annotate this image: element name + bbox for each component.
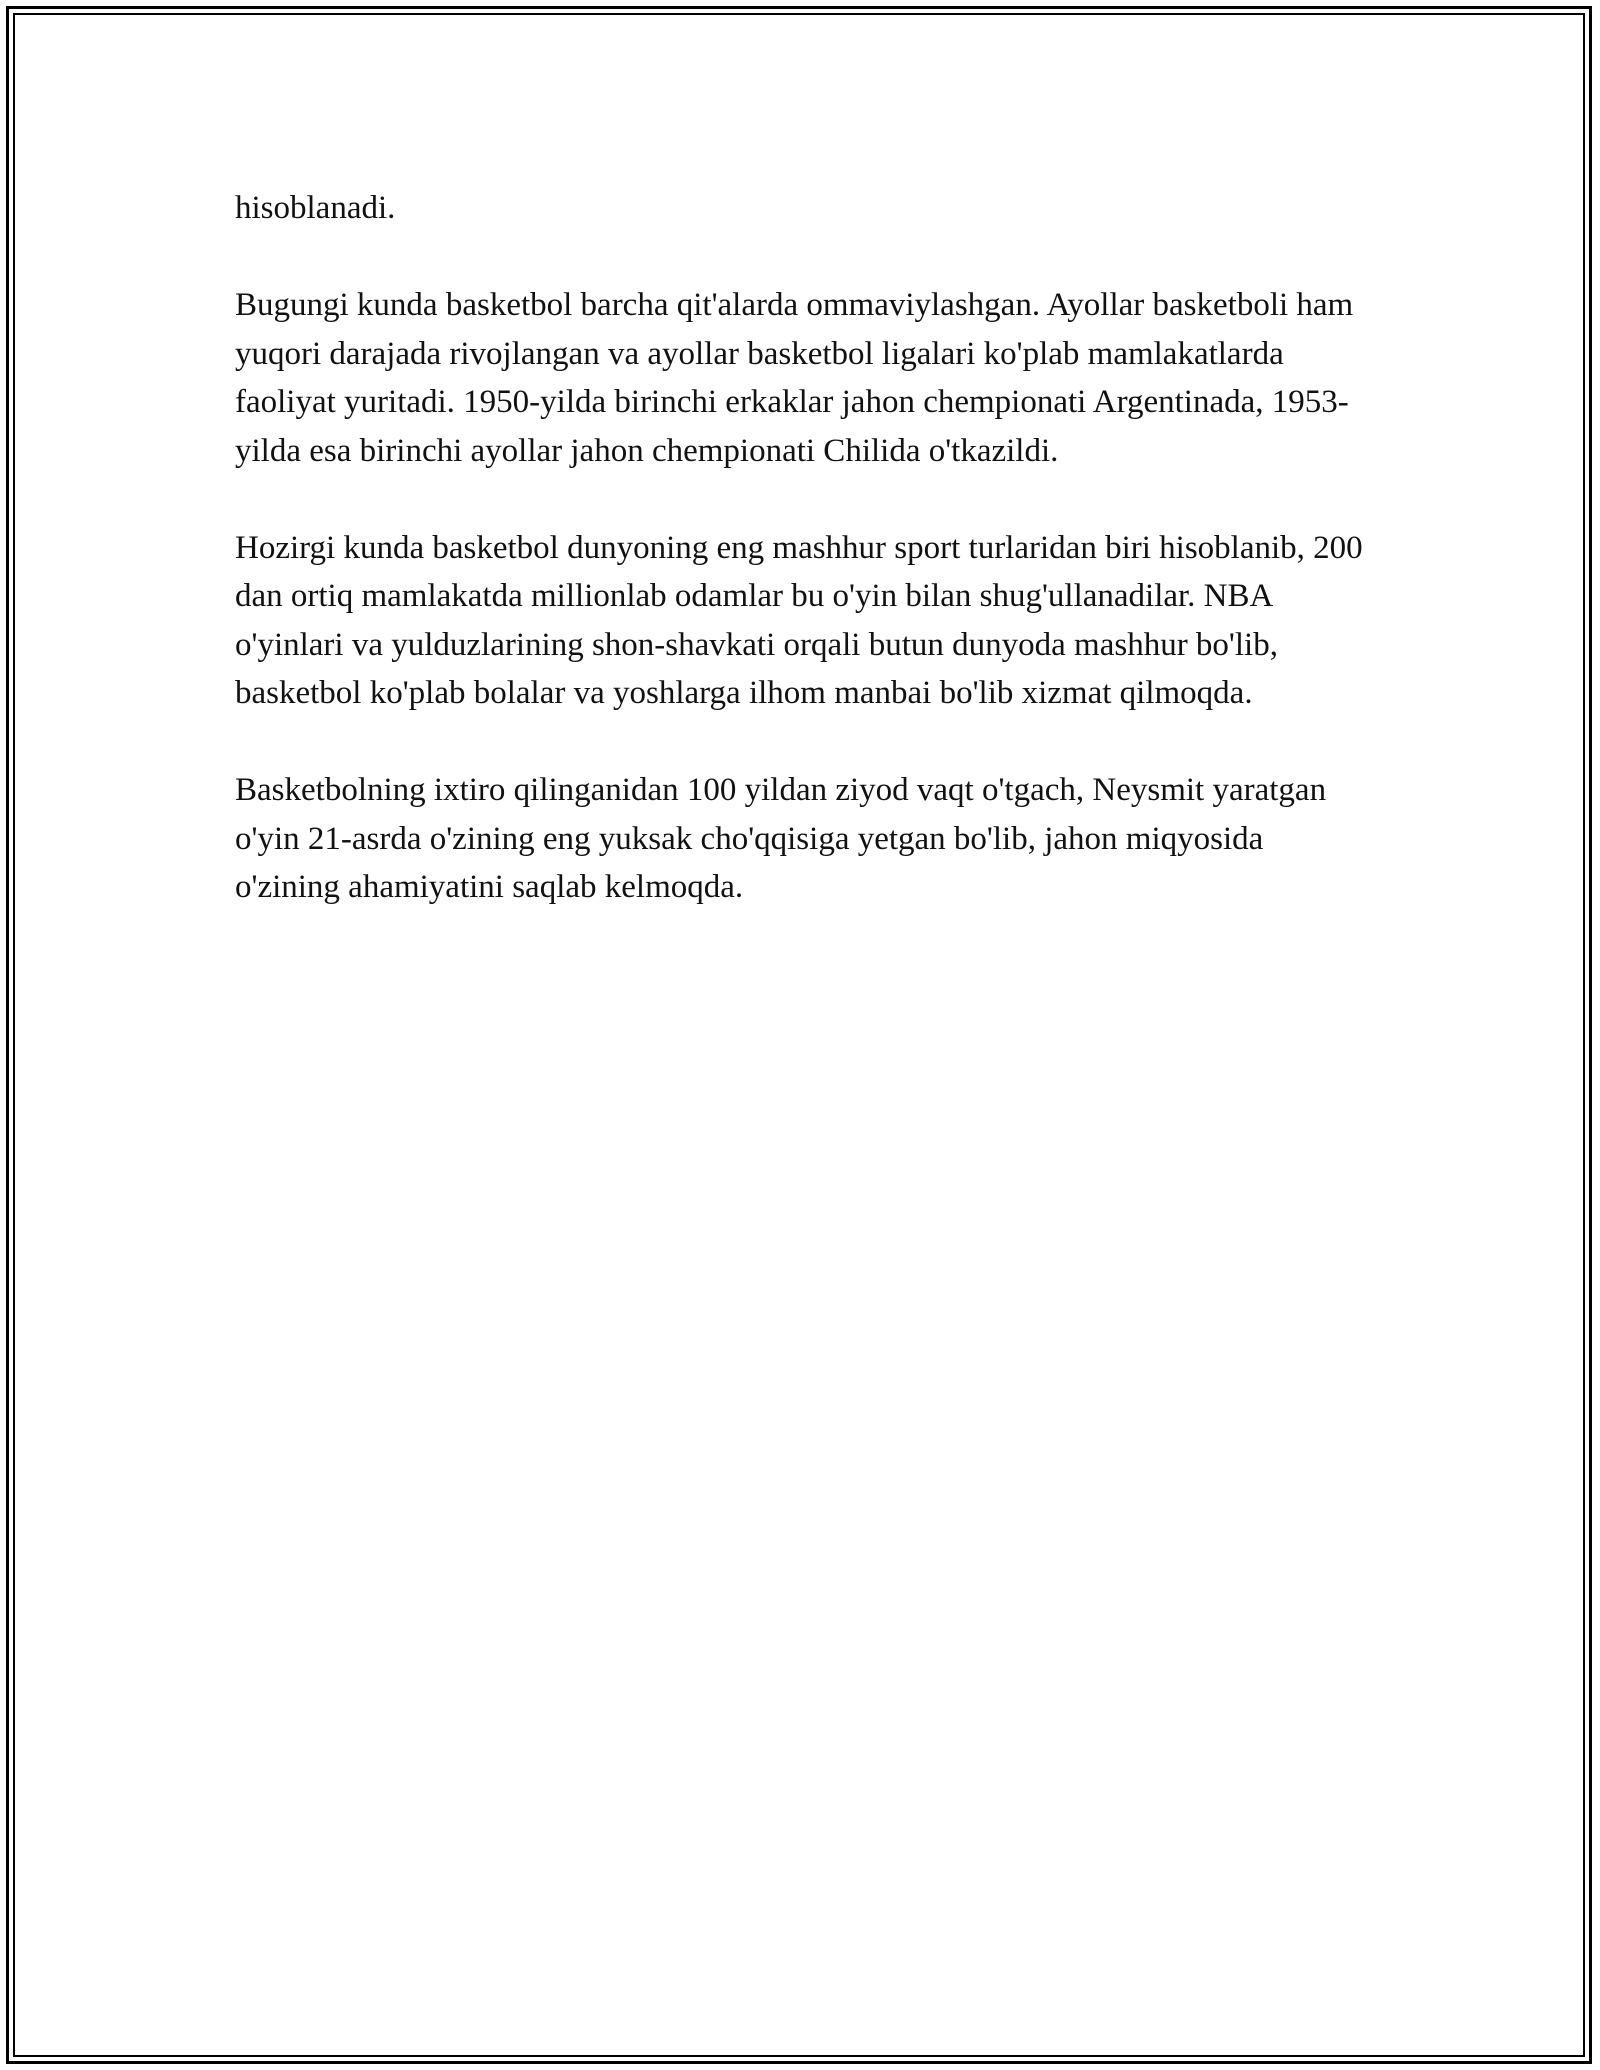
paragraph-current-status: Hozirgi kunda basketbol dunyoning eng mashhur sport turlaridan biri hisoblanib, 200 dan ortiq mamlakatda millionlab odamlar bu o'yin bilan shug'ullanadilar. NBA o'yinlari va yulduzlarining shon-shavkati orqali butun dunyoda mashhur bo'lib, basketbol ko'plab bolalar va yoshlarga ilhom manbai bo'lib xizmat qilmoqda. [235,529,1363,711]
document-body [235,184,1375,960]
paragraph-global-popularity: Bugungi kunda basketbol barcha qit'alarda ommaviylashgan. Ayollar basketboli ham yuqori darajada rivojlangan va ayollar basketbol ligalari ko'plab mamlakatlarda faoliyat yuritadi. 1950-yilda birinchi erkaklar jahon chempionati Argentinada, 1953-yilda esa birinchi ayollar jahon chempionati Chilida o'tkazildi. [235,287,1354,469]
paragraph-conclusion: Basketbolning ixtiro qilinganidan 100 yildan ziyod vaqt o'tgach, Neysmit yaratgan o'yin 21-asrda o'zining eng yuksak cho'qqisiga yetgan bo'lib, jahon miqyosida o'zining ahamiyatini saqlab kelmoqda. [235,772,1327,905]
paragraph-continuation: hisoblanadi. [235,190,396,226]
